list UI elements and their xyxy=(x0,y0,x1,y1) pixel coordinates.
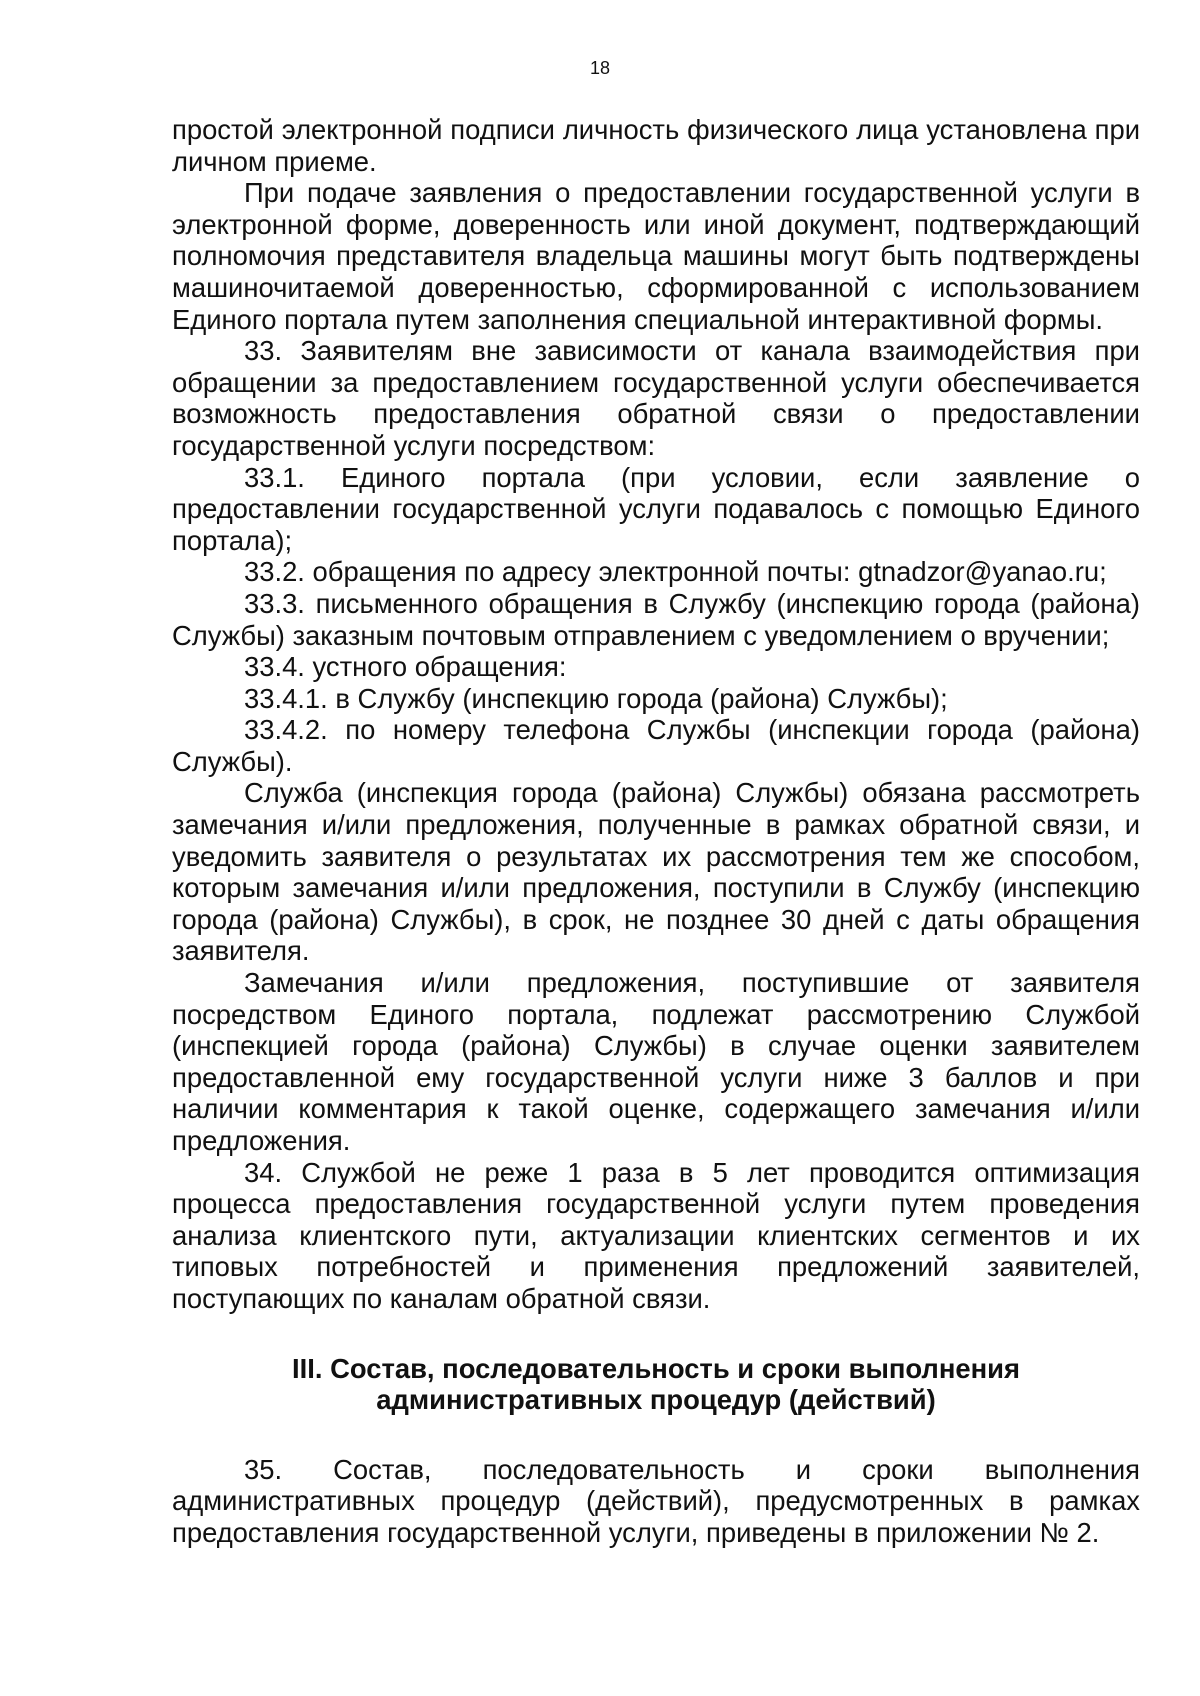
list-item: 33.1. Единого портала (при условии, если заявление о предоставлении государственной услуги подавалось с помощью Единого портала); xyxy=(172,461,1140,556)
paragraph: 35. Состав, последовательность и сроки выполнения административных процедур (действий), предусмотренных в рамках предоставления государственной услуги, приведены в приложении № 2. xyxy=(172,1453,1140,1548)
page-number: 18 xyxy=(589,58,611,78)
section-heading-line: III. Состав, последовательность и сроки выполнения xyxy=(292,1352,1020,1384)
paragraph: простой электронной подписи личность физического лица установлена при личном приеме. xyxy=(172,114,1140,177)
document-body xyxy=(172,114,1140,1549)
list-item: 33.3. письменного обращения в Службу (инспекцию города (района) Службы) заказным почтовым отправлением с уведомлением о вручении; xyxy=(172,587,1140,651)
list-item: 33.4.1. в Службу (инспекцию города (района) Службы); xyxy=(244,682,948,714)
section-heading-line: административных процедур (действий) xyxy=(376,1384,936,1416)
paragraph: Замечания и/или предложения, поступившие от заявителя посредством Единого портала, подлежат рассмотрению Службой (инспекцией города (района) Службы) в случае оценки заявителем предоставленной ему государственной услуги ниже 3 баллов и при наличии комментария к такой оценке, содержащего замечания и/или предложения. xyxy=(172,967,1140,1156)
paragraph: Служба (инспекция города (района) Службы) обязана рассмотреть замечания и/или предложения, полученные в рамках обратной связи, и уведомить заявителя о результатах их рассмотрения тем же способом, которым замечания и/или предложения, поступили в Службу (инспекцию города (района) Службы), в срок, не позднее 30 дней с даты обращения заявителя. xyxy=(172,777,1140,967)
paragraph: При подаче заявления о предоставлении государственной услуги в электронной форме, доверенность или иной документ, подтверждающий полномочия представителя владельца машины могут быть подтверждены машиночитаемой доверенностью, сформированной с использованием Единого портала путем заполнения специальной интерактивной формы. xyxy=(172,177,1140,335)
list-item: 33.4. устного обращения: xyxy=(244,651,567,683)
list-item: 33.2. обращения по адресу электронной почты: gtnadzor@yanao.ru; xyxy=(244,556,1107,588)
paragraph: 34. Службой не реже 1 раза в 5 лет проводится оптимизация процесса предоставления государственной услуги путем проведения анализа клиентского пути, актуализации клиентских сегментов и их типовых потребностей и применения предложений заявителей, поступающих по каналам обратной связи. xyxy=(172,1156,1140,1314)
paragraph: 33. Заявителям вне зависимости от канала взаимодействия при обращении за предоставлением государственной услуги обеспечивается возможность предоставления обратной связи о предоставлении государственной услуги посредством: xyxy=(172,335,1140,461)
section-heading xyxy=(172,1353,1140,1416)
list-item: 33.4.2. по номеру телефона Службы (инспекции города (района) Службы). xyxy=(172,714,1140,777)
